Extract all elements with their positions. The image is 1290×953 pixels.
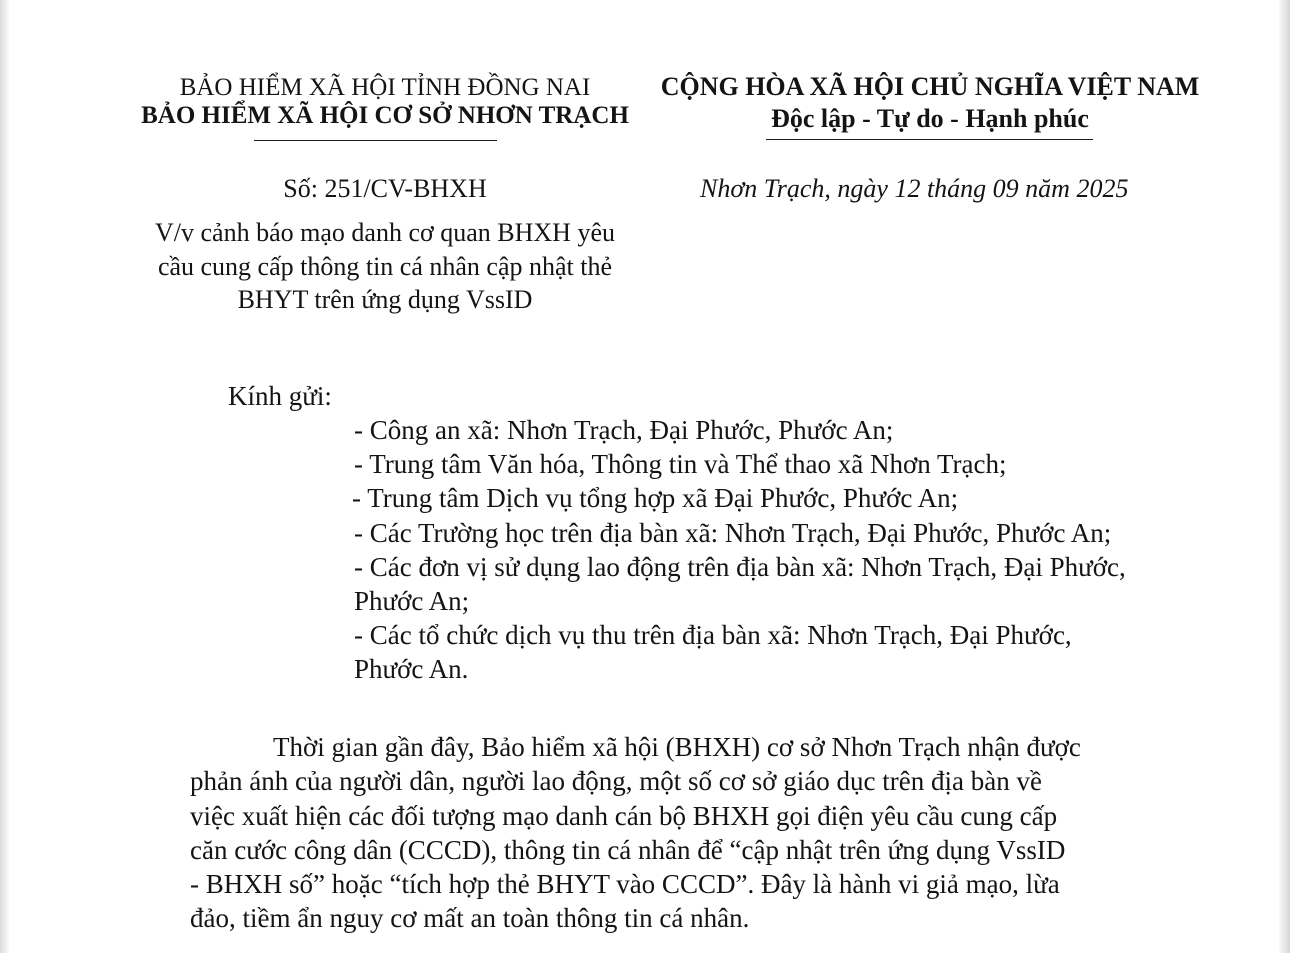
recipients-heading: Kính gửi: [228,381,332,411]
body-line-1: Thời gian gần đây, Bảo hiểm xã hội (BHXH) cơ sở Nhơn Trạch nhận được [273,732,1081,762]
recipient-line-7: - Các tổ chức dịch vụ thu trên địa bàn xã: Nhơn Trạch, Đại Phước, [354,620,1072,650]
agency-name: BẢO HIỂM XÃ HỘI CƠ SỞ NHƠN TRẠCH [141,102,629,129]
body-line-5: - BHXH số” hoặc “tích hợp thẻ BHYT vào CCCD”. Đây là hành vi giả mạo, lừa [190,869,1060,899]
header-right-rule [766,139,1093,140]
document-number: Số: 251/CV-BHXH [283,174,487,203]
recipient-line-6: Phước An; [354,586,470,616]
recipient-line-1: - Công an xã: Nhơn Trạch, Đại Phước, Phước An; [354,415,894,445]
scan-edge-left [0,0,10,953]
agency-parent: BẢO HIỂM XÃ HỘI TỈNH ĐỒNG NAI [179,74,591,101]
recipient-line-2: - Trung tâm Văn hóa, Thông tin và Thể thao xã Nhơn Trạch; [354,449,1007,479]
document-date: Nhơn Trạch, ngày 12 tháng 09 năm 2025 [700,174,1129,203]
subject-line-2: cầu cung cấp thông tin cá nhân cập nhật thẻ [157,252,613,281]
subject-line-3: BHYT trên ứng dụng VssID [237,285,533,314]
scan-edge-right [1278,0,1290,953]
body-line-2: phản ánh của người dân, người lao động, một số cơ sở giáo dục trên địa bàn về [190,766,1042,796]
subject-line-1: V/v cảnh báo mạo danh cơ quan BHXH yêu [155,218,615,247]
body-line-3: việc xuất hiện các đối tượng mạo danh cán bộ BHXH gọi điện yêu cầu cung cấp [190,801,1058,831]
body-line-6: đảo, tiềm ẩn nguy cơ mất an toàn thông tin cá nhân. [190,903,750,933]
national-motto: Độc lập - Tự do - Hạnh phúc [771,104,1089,133]
recipient-line-8: Phước An. [354,654,469,684]
national-title: CỘNG HÒA XÃ HỘI CHỦ NGHĨA VIỆT NAM [660,72,1200,101]
header-left-rule [254,140,497,141]
recipient-line-5: - Các đơn vị sử dụng lao động trên địa bàn xã: Nhơn Trạch, Đại Phước, [354,552,1126,582]
body-line-4: căn cước công dân (CCCD), thông tin cá nhân để “cập nhật trên ứng dụng VssID [190,835,1066,865]
recipient-line-3: - Trung tâm Dịch vụ tổng hợp xã Đại Phước, Phước An; [352,483,959,513]
recipient-line-4: - Các Trường học trên địa bàn xã: Nhơn Trạch, Đại Phước, Phước An; [354,518,1112,548]
